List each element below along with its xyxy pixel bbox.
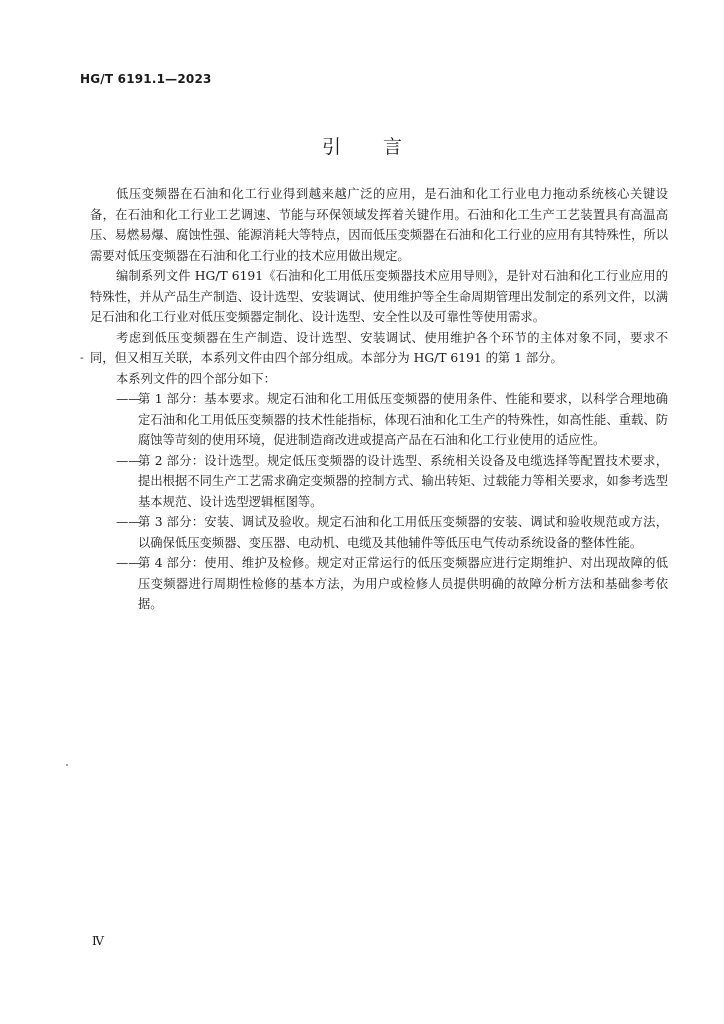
doc-code: HG/T 6191.1—2023 — [80, 72, 212, 86]
paragraph-3: 考虑到低压变频器在生产制造、设计选型、安装调试、使用维护各个环节的主体对象不同，要求不同，但又相互关联，本系列文件由四个部分组成。本部分为 HG/T 6191 的第 1 部分。 — [90, 330, 668, 365]
page-heading: 引言 — [321, 136, 444, 158]
list-item-text: 第 4 部分：使用、维护及检修。规定对正常运行的低压变频器应进行定期维护、对出现故障的低压变频器进行周期性检修的基本方法，为用户或检修人员提供明确的故障分析方法和基础参考依据。 — [138, 556, 668, 611]
list-dash: —— — [116, 392, 141, 406]
body-text — [90, 184, 668, 615]
margin-mark: - — [80, 351, 84, 364]
list-item-text: 第 1 部分：基本要求。规定石油和化工用低压变频器的使用条件、性能和要求，以科学合理地确定石油和化工用低压变频器的技术性能指标，体现石油和化工生产的特殊性，如高性能、重载、防腐蚀等苛刻的使用环境，促进制造商改进或提高产品在石油和化工行业使用的适应性。 — [138, 392, 668, 447]
list-dash: —— — [116, 453, 141, 468]
list-dash: —— — [116, 556, 141, 570]
page-number: Ⅳ — [92, 934, 104, 948]
paragraph-1: 低压变频器在石油和化工行业得到越来越广泛的应用，是石油和化工行业电力拖动系统核心关键设备，在石油和化工行业工艺调速、节能与环保领域发挥着关键作用。石油和化工生产工艺装置具有高温高压、易燃易爆、腐蚀性强、能源消耗大等特点，因而低压变频器在石油和化工行业的应用有其特殊性，所以需要对低压变频器在石油和化工行业的技术应用做出规定。 — [90, 187, 668, 263]
scan-speck — [66, 764, 68, 766]
list-item — [90, 553, 668, 615]
parts-list — [90, 389, 668, 615]
paragraph-4: 本系列文件的四个部分如下： — [116, 371, 276, 386]
list-item — [90, 512, 668, 553]
list-dash: —— — [116, 515, 141, 529]
list-item-text: 第 3 部分：安装、调试及验收。规定石油和化工用低压变频器的安装、调试和验收规范或方法，以确保低压变频器、变压器、电动机、电缆及其他辅件等低压电气传动系统设备的整体性能。 — [138, 515, 668, 550]
paragraph-2: 编制系列文件 HG/T 6191《石油和化工用低压变频器技术应用导则》，是针对石油和化工行业应用的特殊性，并从产品生产制造、设计选型、安装调试、使用维护等全生命周期管理出发制定的系列文件，以满足石油和化工行业对低压变频器定制化、设计选型、安全性以及可靠性等使用需求。 — [90, 269, 668, 324]
list-item — [90, 389, 668, 451]
list-item-text: 第 2 部分：设计选型。规定低压变频器的设计选型、系统相关设备及电缆选择等配置技术要求，提出根据不同生产工艺需求确定变频器的控制方式、输出转矩、过载能力等相关要求，如参考选型基本规范、设计选型逻辑框图等。 — [138, 453, 668, 509]
list-item — [90, 451, 668, 513]
